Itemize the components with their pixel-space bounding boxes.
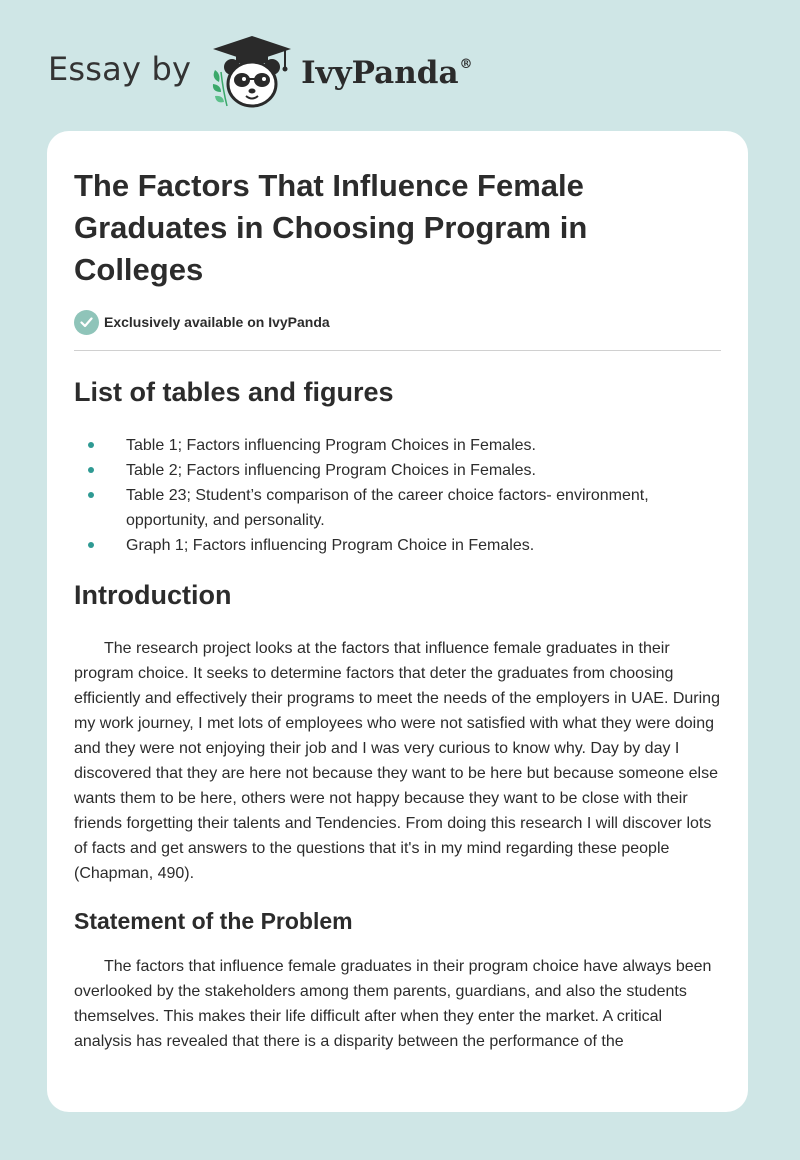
registered-mark: ® xyxy=(459,57,473,72)
divider xyxy=(74,350,721,351)
exclusive-badge xyxy=(74,309,721,335)
list-item xyxy=(74,433,721,458)
figures-list xyxy=(74,433,721,558)
article-title: The Factors That Influence Female Graduates in Choosing Program in Colleges xyxy=(74,168,588,287)
bullet-icon xyxy=(88,492,94,498)
introduction-paragraph: The research project looks at the factors that influence female graduates in their program choice. It seeks to determine factors that deter the graduates from choosing efficiently and effectively their programs to meet the needs of the employers in UAE. During my work journey, I met lots of employees who were not satisfied with what they were doing and they were not enjoying their job and I was very curious to know why. Day by day I discovered that they are here not because they want to be here but because someone else wants them to be here, others were not happy because they want to be close with their friends forgetting their talents and Tendencies. From doing this research I will discover lots of facts and get answers to the questions that it's in my mind regarding these people (Chapman, 490). xyxy=(74,640,720,882)
brand-name-text: IvyPanda xyxy=(301,55,459,91)
bullet-icon xyxy=(88,442,94,448)
bullet-icon xyxy=(88,467,94,473)
exclusive-label: Exclusively available on IvyPanda xyxy=(104,314,330,330)
list-item-text: Table 23; Student’s comparison of the career choice factors- environment, opportunity, and personality. xyxy=(126,487,649,529)
bullet-icon xyxy=(88,542,94,548)
problem-heading: Statement of the Problem xyxy=(74,908,353,934)
ivypanda-logo-icon[interactable] xyxy=(207,34,297,110)
list-item-text: Table 2; Factors influencing Program Choices in Females. xyxy=(126,462,536,479)
checkmark-icon xyxy=(74,310,99,335)
article-card xyxy=(47,131,748,1112)
problem-paragraph: The factors that influence female graduates in their program choice have always been overlooked by the stakeholders among them parents, guardians, and also the students themselves. This makes their life difficult after when they enter the market. A critical analysis has revealed that there is a disparity between the performance of the xyxy=(74,958,712,1050)
site-header xyxy=(48,34,473,110)
list-item xyxy=(74,458,721,483)
brand-name[interactable] xyxy=(301,55,472,91)
introduction-heading: Introduction xyxy=(74,580,232,610)
figures-heading: List of tables and figures xyxy=(74,377,394,407)
list-item-text: Graph 1; Factors influencing Program Choice in Females. xyxy=(126,537,535,554)
list-item xyxy=(74,483,721,533)
list-item-text: Table 1; Factors influencing Program Choices in Females. xyxy=(126,437,536,454)
list-item xyxy=(74,533,721,558)
essay-by-label: Essay by xyxy=(48,50,192,88)
